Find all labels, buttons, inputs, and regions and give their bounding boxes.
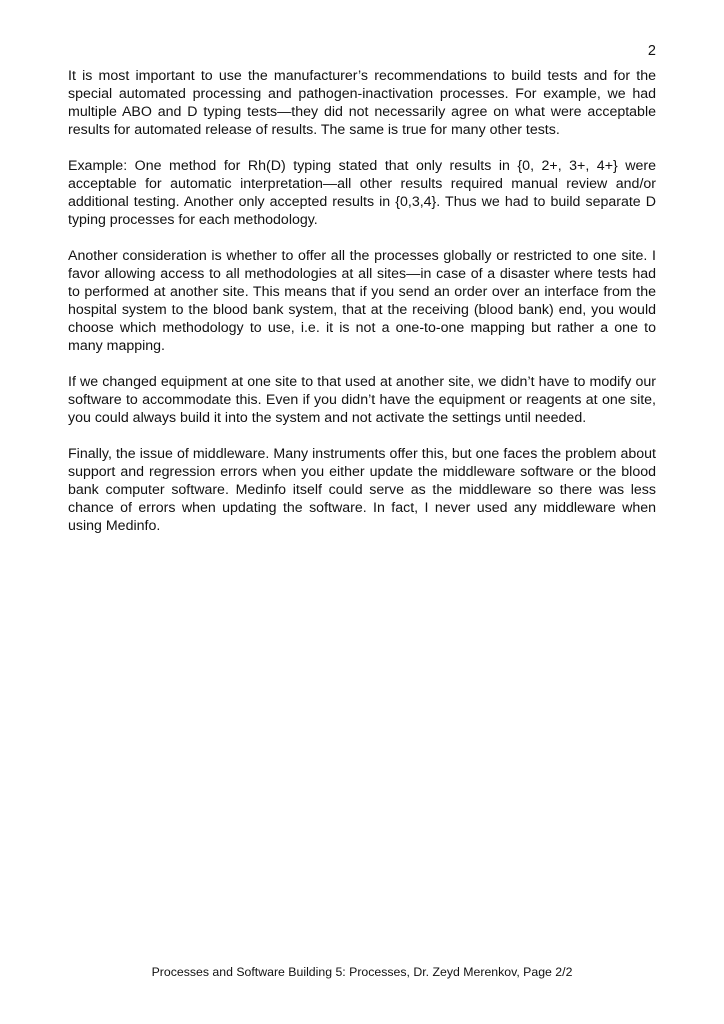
paragraph-equipment-change: If we changed equipment at one site to that used at another site, we didn’t have to modify our software to accommodate this. Even if you didn’t have the equipment or reagents at one site, you could always build it into the system and not activate the settings until needed. xyxy=(68,374,656,426)
paragraph-manufacturer-recommendations: It is most important to use the manufacturer’s recommendations to build tests and for the special automated processing and pathogen-inactivation processes. For example, we had multiple ABO and D typing tests—they did not necessarily agree on what were acceptable results for automated release of results. The same is true for many other tests. xyxy=(68,68,656,138)
paragraph-rhd-example: Example: One method for Rh(D) typing stated that only results in {0, 2+, 3+, 4+} were acceptable for automatic interpretation—all other results required manual review and/or additional testing. Another only accepted results in {0,3,4}. Thus we had to build separate D typing processes for each methodology. xyxy=(68,158,656,228)
page-footer: Processes and Software Building 5: Processes, Dr. Zeyd Merenkov, Page 2/2 xyxy=(151,965,573,979)
paragraph-global-vs-site: Another consideration is whether to offer all the processes globally or restricted to one site. I favor allowing access to all methodologies at all sites—in case of a disaster where tests had to performed at another site. This means that if you send an order over an interface from the hospital system to the blood bank system, that at the receiving (blood bank) end, you would choose which methodology to use, i.e. it is not a one-to-one mapping but rather a one to many mapping. xyxy=(68,248,656,354)
paragraph-middleware: Finally, the issue of middleware. Many instruments offer this, but one faces the problem about support and regression errors when you either update the middleware software or the blood bank computer software. Medinfo itself could serve as the middleware so there was less chance of errors when updating the software. In fact, I never used any middleware when using Medinfo. xyxy=(68,446,656,534)
document-body xyxy=(68,67,656,553)
page-number: 2 xyxy=(647,43,656,59)
